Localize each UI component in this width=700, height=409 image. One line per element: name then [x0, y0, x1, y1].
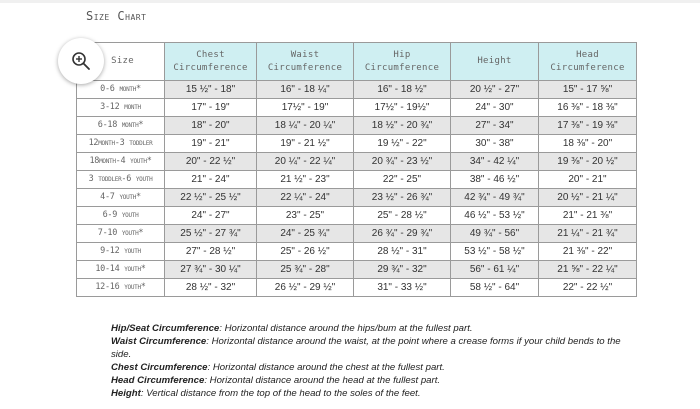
waist-cell: 23" - 25" [257, 207, 354, 225]
definition-text: : Horizontal distance around the chest at the fullest part. [207, 362, 445, 373]
height-cell: 34" - 42 ¼" [451, 153, 539, 171]
waist-cell: 25" - 26 ½" [257, 243, 354, 261]
size-chart-table [76, 42, 637, 297]
definition-item [111, 335, 631, 361]
hip-cell: 25" - 28 ½" [354, 207, 451, 225]
height-cell: 27" - 34" [451, 117, 539, 135]
height-cell: 49 ¾" - 56" [451, 225, 539, 243]
column-header-size: Size [77, 43, 165, 81]
waist-cell: 18 ¼" - 20 ¼" [257, 117, 354, 135]
size-label-cell: 4-7 youth* [77, 189, 165, 207]
definition-term: Height [111, 388, 141, 399]
definition-item [111, 322, 631, 335]
size-label-cell: 7-10 youth* [77, 225, 165, 243]
size-label-cell: 10-14 youth* [77, 261, 165, 279]
waist-cell: 17½" - 19" [257, 99, 354, 117]
size-label-cell: 6-18 month* [77, 117, 165, 135]
chest-cell: 27 ¾" - 30 ¼" [165, 261, 257, 279]
head-cell: 21 ⅜" - 22" [539, 243, 637, 261]
height-cell: 38" - 46 ½" [451, 171, 539, 189]
head-cell: 15" - 17 ⅝" [539, 81, 637, 99]
table-row [77, 99, 637, 117]
hip-cell: 16" - 18 ½" [354, 81, 451, 99]
table-row [77, 189, 637, 207]
size-label-cell: 9-12 youth [77, 243, 165, 261]
hip-cell: 29 ¾" - 32" [354, 261, 451, 279]
chest-cell: 28 ½" - 32" [165, 279, 257, 297]
definition-term: Hip/Seat Circumference [111, 323, 220, 334]
table-row [77, 207, 637, 225]
size-label-cell: 6-9 youth [77, 207, 165, 225]
hip-cell: 18 ½" - 20 ¾" [354, 117, 451, 135]
table-row [77, 279, 637, 297]
size-label-cell: 12month-3 toddler [77, 135, 165, 153]
waist-cell: 24" - 25 ¾" [257, 225, 354, 243]
chest-cell: 25 ½" - 27 ¾" [165, 225, 257, 243]
table-row [77, 225, 637, 243]
height-cell: 24" - 30" [451, 99, 539, 117]
definition-text: : Horizontal distance around the waist, at the point where a crease forms if your child bends to the side. [111, 336, 621, 360]
hip-cell: 17½" - 19½" [354, 99, 451, 117]
column-header-height: Height [451, 43, 539, 81]
table-row [77, 261, 637, 279]
table-row [77, 153, 637, 171]
table-header-row [77, 43, 637, 81]
head-cell: 20 ½" - 21 ¼" [539, 189, 637, 207]
table-row [77, 81, 637, 99]
column-header-waist: Waist Circumference [257, 43, 354, 81]
chest-cell: 20" - 22 ½" [165, 153, 257, 171]
chest-cell: 21" - 24" [165, 171, 257, 189]
size-label-cell: 0-6 month* [77, 81, 165, 99]
chest-cell: 15 ½" - 18" [165, 81, 257, 99]
head-cell: 21 ¼" - 21 ¾" [539, 225, 637, 243]
height-cell: 56" - 61 ¼" [451, 261, 539, 279]
size-label-cell: 18month-4 youth* [77, 153, 165, 171]
hip-cell: 20 ¾" - 23 ½" [354, 153, 451, 171]
head-cell: 19 ⅜" - 20 ½" [539, 153, 637, 171]
size-label-cell: 3 toddler-6 youth [77, 171, 165, 189]
table-row [77, 171, 637, 189]
table-row [77, 135, 637, 153]
chest-cell: 22 ½" - 25 ½" [165, 189, 257, 207]
definition-term: Head Circumference [111, 375, 205, 386]
height-cell: 53 ½" - 58 ½" [451, 243, 539, 261]
zoom-in-icon [71, 51, 91, 71]
waist-cell: 26 ½" - 29 ½" [257, 279, 354, 297]
head-cell: 21" - 21 ⅜" [539, 207, 637, 225]
size-label-cell: 3-12 month [77, 99, 165, 117]
table-row [77, 243, 637, 261]
column-header-hip: Hip Circumference [354, 43, 451, 81]
head-cell: 22" - 22 ½" [539, 279, 637, 297]
size-label-cell: 12-16 youth* [77, 279, 165, 297]
chest-cell: 18" - 20" [165, 117, 257, 135]
definition-text: : Horizontal distance around the head at the fullest part. [204, 375, 441, 386]
page-title: Size Chart [86, 9, 147, 23]
chest-cell: 17" - 19" [165, 99, 257, 117]
height-cell: 20 ½" - 27" [451, 81, 539, 99]
hip-cell: 28 ½" - 31" [354, 243, 451, 261]
height-cell: 46 ½" - 53 ½" [451, 207, 539, 225]
head-cell: 16 ⅜" - 18 ⅜" [539, 99, 637, 117]
hip-cell: 23 ½" - 26 ¾" [354, 189, 451, 207]
definition-text: : Vertical distance from the top of the head to the soles of the feet. [140, 388, 421, 399]
hip-cell: 19 ½" - 22" [354, 135, 451, 153]
page-top-border [0, 0, 700, 3]
table-row [77, 117, 637, 135]
waist-cell: 20 ¼" - 22 ¼" [257, 153, 354, 171]
waist-cell: 16" - 18 ¼" [257, 81, 354, 99]
head-cell: 20" - 21" [539, 171, 637, 189]
waist-cell: 21 ½" - 23" [257, 171, 354, 189]
waist-cell: 25 ¾" - 28" [257, 261, 354, 279]
column-header-head: Head Circumference [539, 43, 637, 81]
head-cell: 17 ⅜" - 19 ⅜" [539, 117, 637, 135]
height-cell: 30" - 38" [451, 135, 539, 153]
waist-cell: 19" - 21 ½" [257, 135, 354, 153]
definition-text: : Horizontal distance around the hips/bum at the fullest part. [219, 323, 473, 334]
definition-term: Waist Circumference [111, 336, 207, 347]
definition-item [111, 361, 631, 374]
zoom-button[interactable] [58, 38, 104, 84]
hip-cell: 31" - 33 ½" [354, 279, 451, 297]
head-cell: 18 ⅜" - 20" [539, 135, 637, 153]
height-cell: 42 ¾" - 49 ¾" [451, 189, 539, 207]
chest-cell: 24" - 27" [165, 207, 257, 225]
hip-cell: 22" - 25" [354, 171, 451, 189]
measurement-definitions [111, 322, 631, 400]
height-cell: 58 ½" - 64" [451, 279, 539, 297]
definition-item [111, 374, 631, 387]
chest-cell: 19" - 21" [165, 135, 257, 153]
chest-cell: 27" - 28 ½" [165, 243, 257, 261]
head-cell: 21 ⅝" - 22 ¼" [539, 261, 637, 279]
hip-cell: 26 ¾" - 29 ¾" [354, 225, 451, 243]
column-header-chest: Chest Circumference [165, 43, 257, 81]
table-body [77, 81, 637, 297]
definition-item [111, 387, 631, 400]
waist-cell: 22 ¼" - 24" [257, 189, 354, 207]
definition-term: Chest Circumference [111, 362, 208, 373]
